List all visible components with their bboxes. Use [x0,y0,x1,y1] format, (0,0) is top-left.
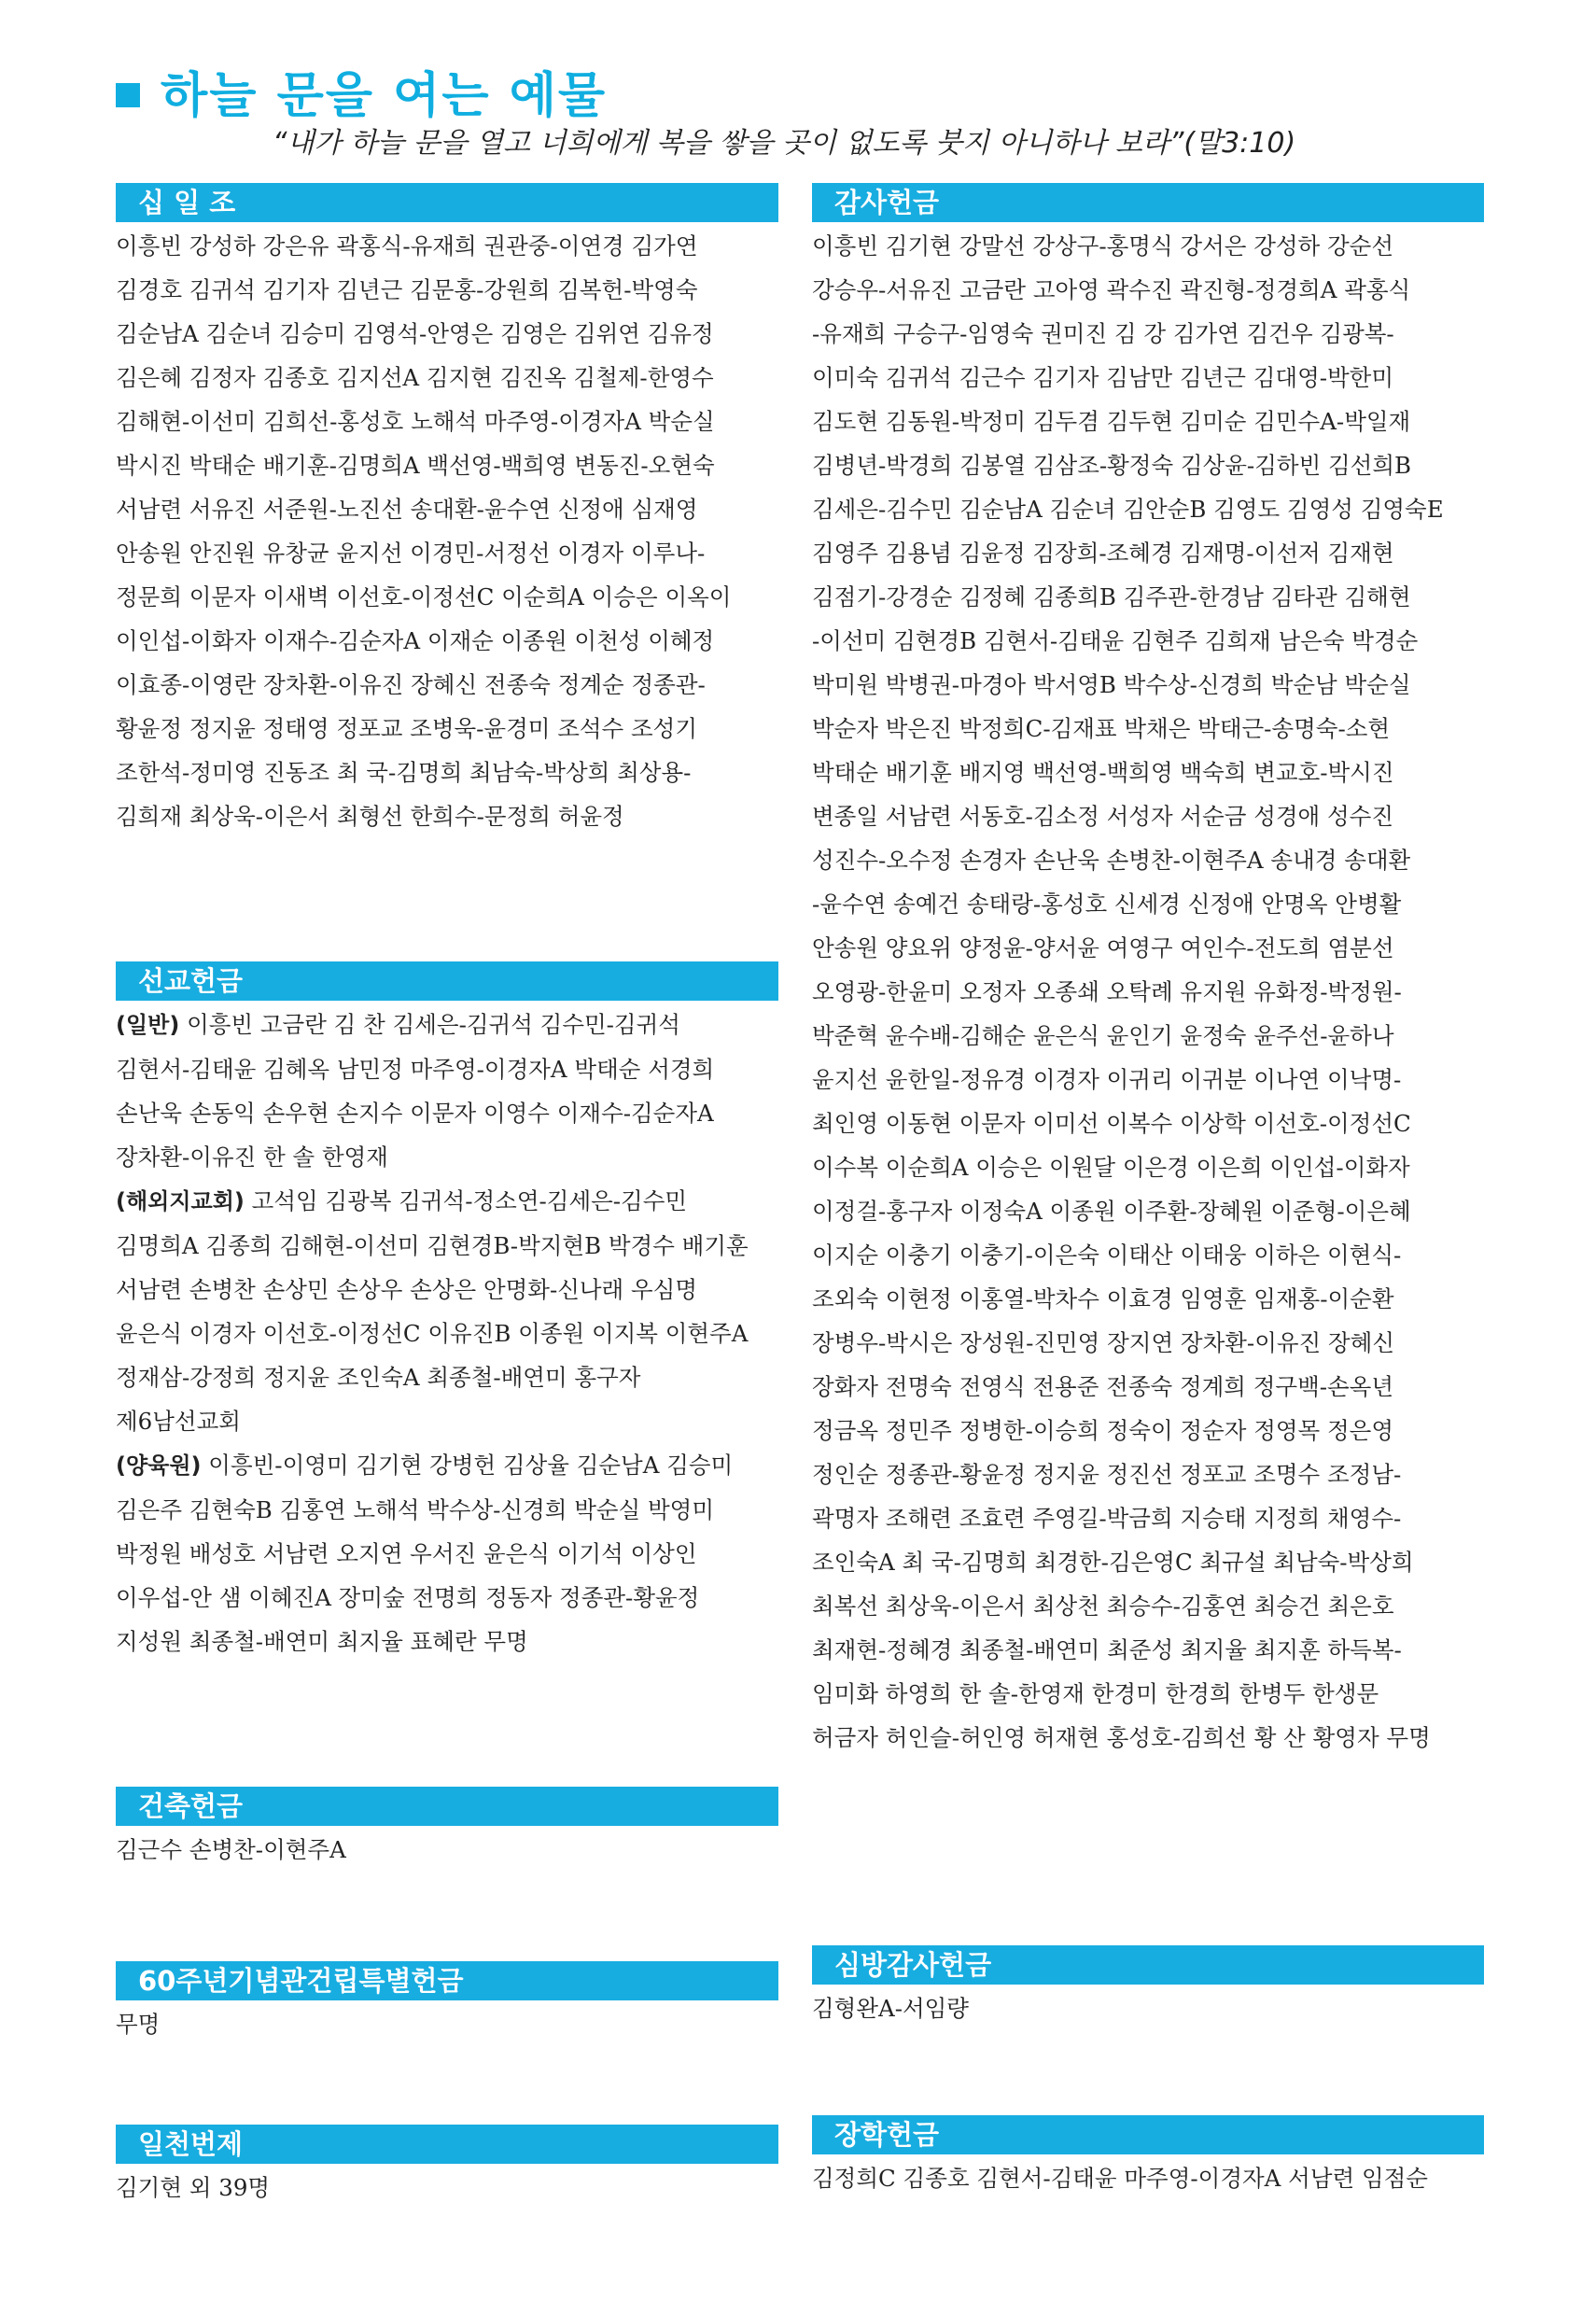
name-list-line [116,1576,778,1620]
name-list-line: 최복선 최상욱-이은서 최상천 최승수-김홍연 최승건 최은호 [812,1592,1394,1620]
name-list-line: 박순자 박은진 박정희C-김재표 박채은 박태근-송명숙-소현 [812,715,1391,742]
name-list-line: 정문희 이문자 이새벽 이선호-이정선C 이순희A 이승은 이옥이 [116,583,732,610]
name-list-line: 이지순 이충기 이충기-이은숙 이태산 이태웅 이하은 이현식- [812,1242,1402,1269]
name-list-line [116,1312,778,1355]
name-list-line: 서남련 서유진 서준원-노진선 송대환-윤수연 신정애 심재영 [116,496,698,523]
section-mission [116,961,778,1663]
name-list-text: 고석임 김광복 김귀석-정소연-김세은-김수민 [244,1187,688,1214]
name-list-line: 김도현 김동원-박정미 김두겸 김두현 김미순 김민수A-박일재 [812,408,1411,435]
name-list-line: -이선미 김현경B 김현서-김태윤 김현주 김희재 남은숙 박경순 [812,627,1419,654]
name-list-line: 오영광-한윤미 오정자 오종쇄 오탁례 유지원 유화정-박정원- [812,978,1402,1005]
name-list-line: 장병우-박시은 장성원-진민영 장지연 장차환-이유진 장혜신 [812,1329,1394,1356]
name-list-line: 박준혁 윤수배-김해순 윤은식 윤인기 윤정숙 윤주선-윤하나 [812,1022,1394,1049]
name-list-line: 김병년-박경희 김봉열 김삼조-황정숙 김상윤-김하빈 김선희B [812,452,1411,479]
name-list-line: 허금자 허인슬-허인영 허재현 홍성호-김희선 황 산 황영자 무명 [812,1724,1431,1751]
name-list-line: 이수복 이순희A 이승은 이원달 이은경 이은희 이인섭-이화자 [812,1154,1410,1181]
bible-verse: “내가 하늘 문을 열고 너희에게 복을 쌓을 곳이 없도록 붓지 아니하나 보라”(말3:10) [273,127,1296,160]
name-list-line: 김순남A 김순녀 김승미 김영석-안영은 김영은 김위연 김유정 [116,320,714,347]
name-list-line [116,1135,778,1179]
name-list-line: 정인순 정종관-황윤정 정지윤 정진선 정포교 조명수 조정남- [812,1461,1402,1488]
name-list-line [116,1268,778,1312]
section-title-anniversary: 60주년기념관건립특별헌금 [116,1961,778,2000]
name-list-line: 조인숙A 최 국-김명희 최경한-김은영C 최규설 최남숙-박상희 [812,1549,1414,1576]
name-list-line: 이흥빈 김기현 강말선 강상구-홍명식 강서은 강성하 강순선 [812,232,1394,260]
section-title-building: 건축헌금 [116,1787,778,1826]
name-list-line [116,1488,778,1532]
name-list-line [116,1047,778,1091]
name-list-text: 정재삼-강정희 정지윤 조인숙A 최종철-배연미 홍구자 [116,1364,641,1391]
name-list-line: 박시진 박태순 배기훈-김명희A 백선영-백희영 변동진-오현숙 [116,452,715,479]
name-list-line: 이정걸-홍구자 이정숙A 이종원 이주환-장혜원 이준형-이은혜 [812,1198,1411,1225]
category-tag: (양육원) [116,1452,202,1479]
name-list-line: 성진수-오수정 손경자 손난욱 손병찬-이현주A 송내경 송대환 [812,847,1411,874]
section-title-thousand: 일천번제 [116,2125,778,2164]
section-title-scholarship: 장학헌금 [812,2115,1484,2154]
name-list-line: 강승우-서유진 고금란 고아영 곽수진 곽진형-정경희A 곽홍식 [812,276,1411,303]
name-list-line [116,1620,778,1663]
name-list-line [116,1355,778,1399]
name-list-line: 황윤정 정지윤 정태영 정포교 조병욱-윤경미 조석수 조성기 [116,715,698,742]
section-title-thanks: 감사헌금 [812,183,1484,222]
name-list-line: 김희재 최상욱-이은서 최형선 한희수-문정희 허윤정 [116,803,624,830]
name-list-text: 김은주 김현숙B 김홍연 노해석 박수상-신경희 박순실 박영미 [116,1496,715,1523]
name-list-line: 김영주 김용념 김윤정 김장희-조혜경 김재명-이선저 김재현 [812,540,1394,567]
name-list-text: 이우섭-안 샘 이혜진A 장미숲 전명희 정동자 정종관-황윤정 [116,1584,700,1611]
name-list-line: 박태순 배기훈 배지영 백선영-백희영 백숙희 변교호-박시진 [812,759,1394,786]
section-body-building [116,1828,778,1872]
name-list-line: 이효종-이영란 장차환-이유진 장혜신 전종숙 정계순 정종관- [116,671,706,698]
name-list-line: 김정희C 김종호 김현서-김태윤 마주영-이경자A 서남련 임점순 [812,2165,1428,2192]
name-list-line: 김기현 외 39명 [116,2174,271,2201]
name-list-line: 임미화 하영희 한 솔-한영재 한경미 한경희 한병두 한생문 [812,1680,1379,1707]
section-tithe [116,183,778,838]
section-thanks [812,183,1484,1760]
category-tag: (일반) [116,1012,180,1038]
name-list-text: 김현서-김태윤 김혜옥 남민정 마주영-이경자A 박태순 서경희 [116,1056,715,1083]
section-body-thanks [812,224,1484,1760]
name-list-line: 김해현-이선미 김희선-홍성호 노해석 마주영-이경자A 박순실 [116,408,715,435]
section-title-visit: 심방감사헌금 [812,1945,1484,1985]
name-list-line: 윤지선 윤한일-정유경 이경자 이귀리 이귀분 이나연 이낙명- [812,1066,1402,1093]
name-list-line [116,1091,778,1135]
section-scholarship [812,2115,1484,2200]
name-list-text: 윤은식 이경자 이선호-이정선C 이유진B 이종원 이지복 이현주A [116,1320,749,1347]
page-title-text: 하늘 문을 여는 예물 [161,68,608,124]
name-list-line: 이미숙 김귀석 김근수 김기자 김남만 김년근 김대영-박한미 [812,364,1394,391]
section-body-anniversary [116,2002,778,2046]
section-title-mission: 선교헌금 [116,961,778,1001]
page-title [116,56,607,126]
name-list-line: 무명 [116,2011,161,2038]
name-list-line [116,1003,778,1047]
name-list-text: 장차환-이유진 한 솔 한영재 [116,1143,388,1171]
name-list-line: 장화자 전명숙 전영식 전용준 전종숙 정계희 정구백-손옥년 [812,1373,1394,1400]
name-list-line [116,1399,778,1443]
name-list-text: 서남련 손병찬 손상민 손상우 손상은 안명화-신나래 우심명 [116,1276,698,1303]
section-title-tithe: 십 일 조 [116,183,778,222]
section-body-mission [116,1003,778,1663]
name-list-text: 이흥빈-이영미 김기현 강병헌 김상율 김순남A 김승미 [201,1452,734,1479]
section-body-thousand [116,2166,778,2210]
name-list-text: 제6남선교회 [116,1408,241,1435]
section-anniversary [116,1961,778,2046]
section-body-scholarship [812,2156,1484,2200]
name-list-line: 정금옥 정민주 정병한-이승희 정숙이 정순자 정영목 정은영 [812,1417,1394,1444]
name-list-text: 박정원 배성호 서남련 오지연 우서진 윤은식 이기석 이상인 [116,1540,697,1567]
name-list-text: 손난욱 손동익 손우현 손지수 이문자 이영수 이재수-김순자A [116,1100,714,1127]
name-list-text: 이흥빈 고금란 김 찬 김세은-김귀석 김수민-김귀석 [179,1011,680,1038]
name-list-line: 이인섭-이화자 이재수-김순자A 이재순 이종원 이천성 이혜정 [116,627,715,654]
name-list-line: 최인영 이동현 이문자 이미선 이복수 이상학 이선호-이정선C [812,1110,1411,1137]
section-body-visit [812,1986,1484,2030]
name-list-line: 안송원 양요위 양정윤-양서윤 여영구 여인수-전도희 염분선 [812,934,1394,961]
name-list-line: 이흥빈 강성하 강은유 곽홍식-유재희 권관중-이연경 김가연 [116,232,698,260]
name-list-line [116,1443,778,1488]
name-list-line: 박미원 박병권-마경아 박서영B 박수상-신경희 박순남 박순실 [812,671,1411,698]
section-thousand [116,2125,778,2210]
name-list-line [116,1224,778,1268]
name-list-line [116,1532,778,1576]
section-building [116,1787,778,1872]
title-bullet-square [116,83,140,107]
section-visit [812,1945,1484,2030]
name-list-line: 김점기-강경순 김정혜 김종희B 김주관-한경남 김타관 김해현 [812,583,1411,610]
name-list-text: 지성원 최종철-배연미 최지율 표혜란 무명 [116,1628,528,1655]
name-list-text: 김명희A 김종희 김해현-이선미 김현경B-박지현B 박경수 배기훈 [116,1232,749,1259]
name-list-line: 최재현-정혜경 최종철-배연미 최준성 최지율 최지훈 하득복- [812,1636,1402,1663]
name-list-line: 김형완A-서임량 [812,1995,969,2022]
name-list-line: -유재희 구승구-임영숙 권미진 김 강 김가연 김건우 김광복- [812,320,1394,347]
name-list-line: 안송원 안진원 유창균 윤지선 이경민-서정선 이경자 이루나- [116,540,706,567]
name-list-line: 김경호 김귀석 김기자 김년근 김문홍-강원희 김복헌-박영숙 [116,276,698,303]
name-list-line: 김세은-김수민 김순남A 김순녀 김안순B 김영도 김영성 김영숙E [812,496,1444,523]
name-list-line: -윤수연 송예건 송태랑-홍성호 신세경 신정애 안명옥 안병활 [812,891,1402,918]
name-list-line: 변종일 서남련 서동호-김소정 서성자 서순금 성경애 성수진 [812,803,1394,830]
section-body-tithe [116,224,778,838]
name-list-line: 조외숙 이현정 이홍열-박차수 이효경 임영훈 임재홍-이순환 [812,1285,1394,1312]
name-list-line: 김근수 손병찬-이현주A [116,1836,346,1863]
category-tag: (해외지교회) [116,1188,245,1214]
name-list-line: 조한석-정미영 진동조 최 국-김명희 최남숙-박상희 최상용- [116,759,692,786]
name-list-line: 김은혜 김정자 김종호 김지선A 김지현 김진옥 김철제-한영수 [116,364,714,391]
name-list-line [116,1179,778,1224]
name-list-line: 곽명자 조해련 조효련 주영길-박금희 지승태 지정희 채영수- [812,1505,1402,1532]
